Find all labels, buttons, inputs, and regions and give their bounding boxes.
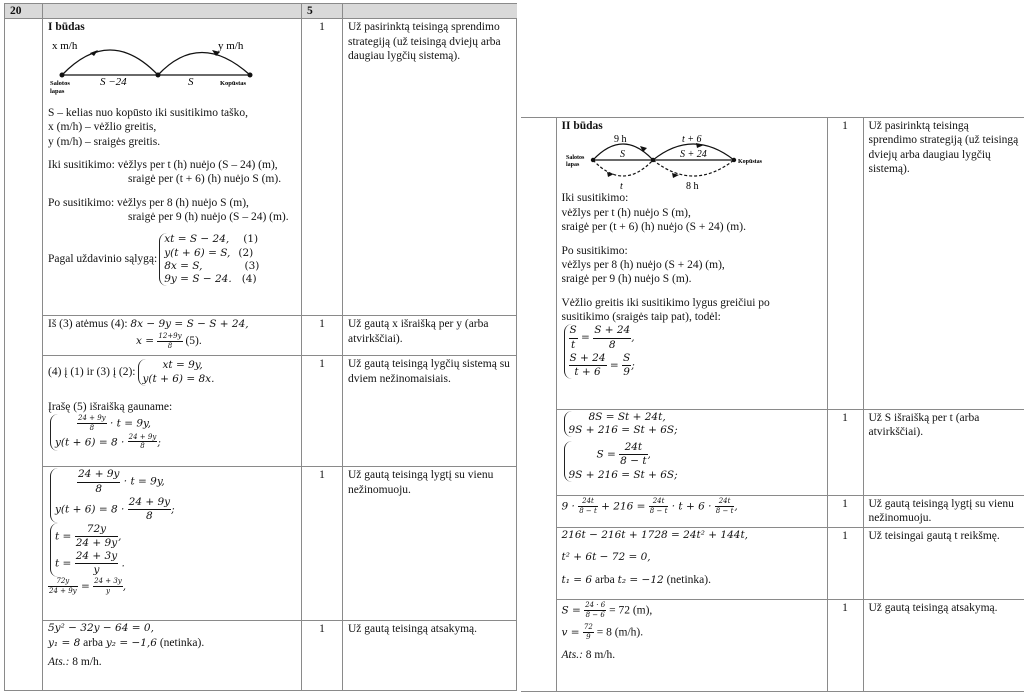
total-points: 5 (302, 4, 343, 19)
points-cell: 1 (827, 599, 863, 691)
method-title: I būdas (48, 21, 85, 34)
segment-right-label: S (188, 75, 194, 88)
arrow-icon (640, 146, 647, 152)
place-left-label-2: lapas (50, 87, 65, 95)
table-row (5, 19, 517, 316)
top-left-label: 9 h (613, 134, 626, 146)
before-label: Iki susitikimo: (561, 192, 629, 205)
solution-cell: Iš (3) atėmus (4): 8x − 9y = S − S + 24, x = $\frac{12+9y}{8}$ (5). (43, 316, 302, 356)
after-label: Po susitikimo: (561, 244, 628, 257)
solution-cell: S = $\frac{24 \cdot 6}{8 - 6}$ = 72 (m), v = $\frac{72}{9}$ = 8 (m/h). Ats.: 8 m/h. (556, 599, 827, 691)
after-label: Po susitikimo: (48, 196, 115, 209)
snail-arc (158, 52, 250, 75)
snail-speed-label: y m/h (218, 39, 244, 52)
point-marker (60, 72, 65, 77)
solution-cell (556, 410, 827, 496)
method2-diagram (562, 133, 762, 191)
lower-arc-right (653, 160, 734, 176)
equation-system: $\frac{24 + 9y}{8}$ · t = 9y, y(t + 6) = 8 · $\frac{24 + 9y}{8}$ ; (50, 414, 161, 451)
table-row (5, 316, 517, 356)
solution-cell: 216t − 216t + 1728 = 24t² + 144t, t² + 6t − 72 = 0, t₁ = 6 arba t₂ = −12 (netinka). (556, 527, 827, 599)
points-cell: 1 (302, 621, 343, 691)
place-right-label: Kopūstas (737, 159, 762, 166)
table-row (521, 496, 1024, 528)
left-solution-table (4, 3, 517, 691)
lower-arc-left (593, 160, 653, 176)
equation-system: xt = S − 24, (1) y(t + 6) = S, (2) 8x = S, (3) 9y = S − 24. (4) (159, 233, 259, 286)
point-marker (590, 158, 594, 162)
method-title: II būdas (561, 120, 603, 132)
table-row (521, 118, 1024, 410)
solution-cell: $\frac{24 + 9y}{8}$ · t = 9y, y(t + 6) = 8 · $\frac{24 + 9y}{8}$ ; t = $\frac{72y}{24 + 9y}$ , t = $\frac{24 + 3y}{y}$ . $\frac{72y}{24 + 9y}$ = $\frac{24 + 3y}{y}$ , (43, 467, 302, 621)
criterion-cell: Už teisingai gautą t reikšmę. (863, 527, 1024, 599)
right-solution-table (521, 117, 1024, 692)
point-marker (650, 158, 654, 162)
equation-system: S = $\frac{24t}{8 - t}$ , 9S + 216 = St + 6S; (564, 441, 678, 481)
before-label: Iki susitikimo: (48, 158, 115, 171)
criterion-cell: Už gautą x išraišką per y (arba atvirkščiai). (343, 316, 517, 356)
bottom-left-label: t (619, 181, 623, 192)
solution-cell: I būdas x m/h y m/h Salotos lapas S −24 S Kopūstas S – kelias nuo kopūsto iki susitikimo taško, x (m/h) – vėžlio greitis, y (m/h) – sraigės greitis. Iki susitikimo: vėžlys per t (h) nuėjo (S – 24) (m), sraigė per (t + 6) (h) nuėjo S (m). Po susitikimo: vėžlys per 8 (h) nuėjo S (m), sraigė per 9 (h) nuėjo (S – 24) (m). Pagal uždavinio sąlygą: xt = S − 24, (1) y(t + 6) = S, (2) 8x = S, (3) 9y = S − 24. (4) (43, 19, 302, 316)
equation-system: 8S = St + 24t, 9S + 216 = St + 6S; (564, 411, 678, 437)
arrow-icon (672, 173, 679, 178)
criterion-cell: Už pasirinktą teisingą sprendimo strategiją (už teisingą dviejų arba daugiau lygčių sistemą). (343, 19, 517, 316)
points-cell: 1 (827, 118, 863, 410)
equation-system: $\frac{S}{t}$ = $\frac{S + 24}{8}$ , $\frac{S + 24}{t + 6}$ = $\frac{S}{9}$ ; (564, 324, 635, 379)
top-right-label: t + 6 (681, 134, 702, 146)
place-right-label: Kopūstas (220, 79, 247, 87)
table-row (521, 599, 1024, 691)
turtle-arc (62, 50, 158, 75)
place-left-label: Salotos (565, 155, 584, 162)
turtle-speed-label: x m/h (52, 39, 78, 52)
points-cell: 1 (302, 467, 343, 621)
points-cell: 1 (302, 19, 343, 316)
criterion-cell: Už gautą teisingą atsakymą. (343, 621, 517, 691)
solution-cell: 9 · $\frac{24t}{8 - t}$ + 216 = $\frac{24t}{8 - t}$ · t + 6 · $\frac{24t}{8 - t}$ , (556, 496, 827, 528)
condition-label: Pagal uždavinio sąlygą: (48, 253, 158, 266)
arrow-right-icon (90, 50, 98, 56)
mid-left-label: S (619, 149, 625, 161)
definition-line: S – kelias nuo kopūsto iki susitikimo taško, (48, 106, 248, 119)
definition-line: x (m/h) – vėžlio greitis, (48, 121, 157, 134)
answer-line: Ats.: 8 m/h. (48, 655, 102, 668)
solution-cell: II būdas 9 h t + 6 S S + 24 t 8 h Salotos lapas Kopūstas Iki susitikimo: vėžlys per t (h) nuėjo S (m), sraigė per (t + 6) (h) nuėjo (S + 24) (m). Po susitikimo: vėžlys per 8 (h) nuėjo (S + 24) (m), sraigė per 9 (h) nuėjo S (m). Vėžlio greitis iki susitikimo lygus greičiui po susitikimo (sraigės taip pat), todėl: $\frac{S}{t}$ = $\frac{S + 24}{8}$ , $\frac{S + 24}{t + 6}$ = $\frac{S}{9}$ ; (556, 118, 827, 410)
criterion-cell: Už gautą teisingą lygtį su vienu nežinomuoju. (863, 496, 1024, 528)
definition-line: y (m/h) – sraigės greitis. (48, 135, 161, 148)
point-marker (248, 72, 253, 77)
equation-system: t = $\frac{72y}{24 + 9y}$ , t = $\frac{24 + 3y}{y}$ . (50, 523, 125, 578)
criterion-cell: Už gautą teisingą atsakymą. (863, 599, 1024, 691)
task-header-row (5, 4, 517, 19)
table-row (521, 410, 1024, 496)
method1-diagram (50, 35, 260, 97)
bottom-right-label: 8 h (685, 181, 698, 192)
table-row (521, 527, 1024, 599)
mid-right-label: S + 24 (679, 149, 707, 161)
equation-system: xt = 9y, y(t + 6) = 8x. (138, 359, 215, 385)
criterion-cell: Už S išraišką per t (arba atvirkščiai). (863, 410, 1024, 496)
place-left-label: Salotos (50, 79, 70, 87)
points-cell: 1 (827, 496, 863, 528)
solution-cell: 5y² − 32y − 64 = 0, y₁ = 8 arba y₂ = −1,6 (netinka). Ats.: 8 m/h. (43, 621, 302, 691)
answer-line: Ats.: 8 m/h. (561, 648, 616, 661)
equation-system: $\frac{24 + 9y}{8}$ · t = 9y, y(t + 6) = 8 · $\frac{24 + 9y}{8}$ ; (50, 468, 175, 523)
segment-left-label: S −24 (100, 75, 127, 88)
table-row (5, 356, 517, 467)
table-row (5, 621, 517, 691)
point-marker (156, 72, 161, 77)
table-row (5, 467, 517, 621)
task-number: 20 (5, 4, 43, 19)
criterion-cell: Už pasirinktą teisingą sprendimo strategiją (už teisingą dviejų arba daugiau lygčių sistemą). (863, 118, 1024, 410)
criterion-cell: Už gautą teisingą lygčių sistemą su dviem nežinomaisiais. (343, 356, 517, 467)
point-marker (731, 158, 735, 162)
points-cell: 1 (302, 316, 343, 356)
points-cell: 1 (827, 527, 863, 599)
points-cell: 1 (302, 356, 343, 467)
place-left-label-2: lapas (565, 162, 579, 169)
solution-cell: (4) į (1) ir (3) į (2): xt = 9y, y(t + 6) = 8x. Įrašę (5) išraišką gauname: $\frac{24 + 9y}{8}$ · t = 9y, y(t + 6) = 8 · $\frac{24 + 9y}{8}$ ; (43, 356, 302, 467)
criterion-cell: Už gautą teisingą lygtį su vienu nežinomuoju. (343, 467, 517, 621)
points-cell: 1 (827, 410, 863, 496)
